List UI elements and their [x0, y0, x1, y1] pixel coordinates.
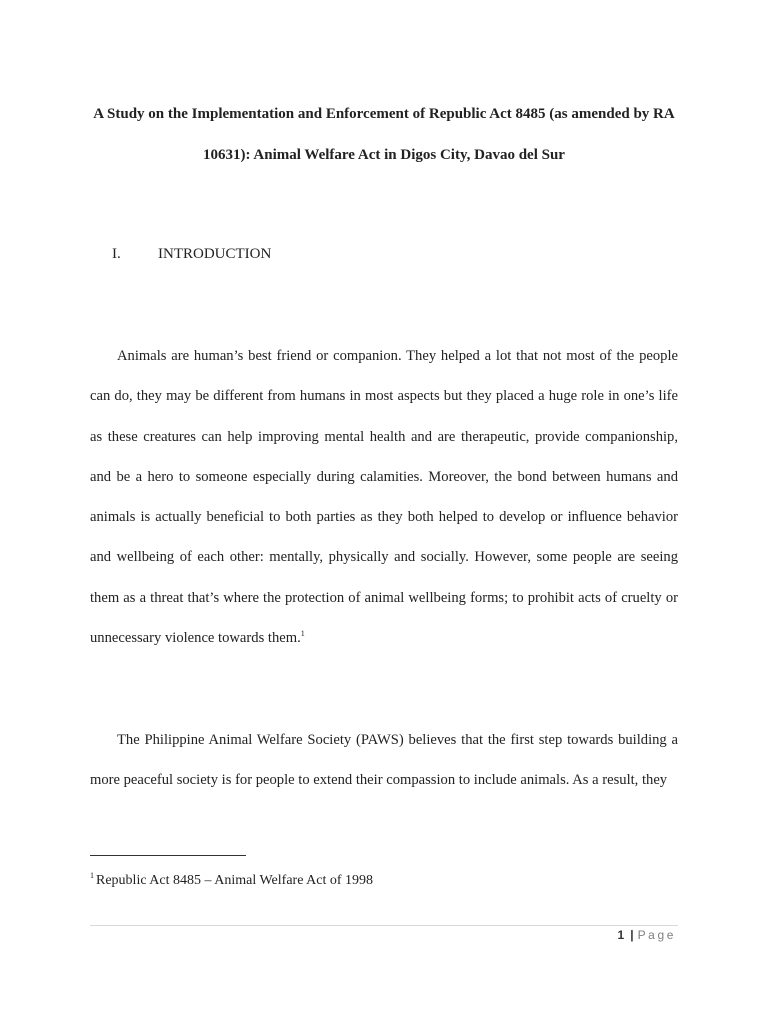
page-label: Page [637, 928, 676, 942]
document-title-line-2: 10631): Animal Welfare Act in Digos City, Davao del Sur [203, 147, 565, 163]
footnote [90, 872, 373, 890]
page-footer [618, 927, 676, 943]
footnote-separator [90, 855, 246, 856]
document-title-line-1: A Study on the Implementation and Enforcement of Republic Act 8485 (as amended by RA [93, 106, 675, 122]
footnote-marker: 1 [90, 871, 94, 881]
body-paragraph-1 [90, 336, 678, 658]
paragraph-2-text: The Philippine Animal Welfare Society (PAWS) believes that the first step towards building a more peaceful society is for people to extend their compassion to include animals. As a result, they [90, 732, 678, 789]
section-title: INTRODUCTION [158, 246, 272, 262]
footnote-reference[interactable]: 1 [300, 629, 305, 639]
footer-divider [90, 925, 678, 926]
page-number: 1 [617, 928, 625, 942]
footnote-text: Republic Act 8485 – Animal Welfare Act of 1998 [96, 873, 374, 888]
section-number: I. [112, 246, 121, 262]
body-paragraph-2 [90, 720, 678, 801]
section-heading [112, 244, 271, 264]
page-separator: | [630, 928, 634, 942]
paragraph-1-text: Animals are human’s best friend or companion. They helped a lot that not most of the people can do, they may be different from humans in most aspects but they placed a huge role in one’s life as these creatures can help improving mental health and are therapeutic, provide companionship, and be a hero to someone especially during calamities. Moreover, the bond between humans and animals is actually beneficial to both parties as they both helped to develop or influence behavior and wellbeing of each other: mentally, physically and socially. However, some people are seeing them as a threat that’s where the protection of animal wellbeing forms; to prohibit acts of cruelty or unnecessary violence towards them. [90, 348, 678, 647]
